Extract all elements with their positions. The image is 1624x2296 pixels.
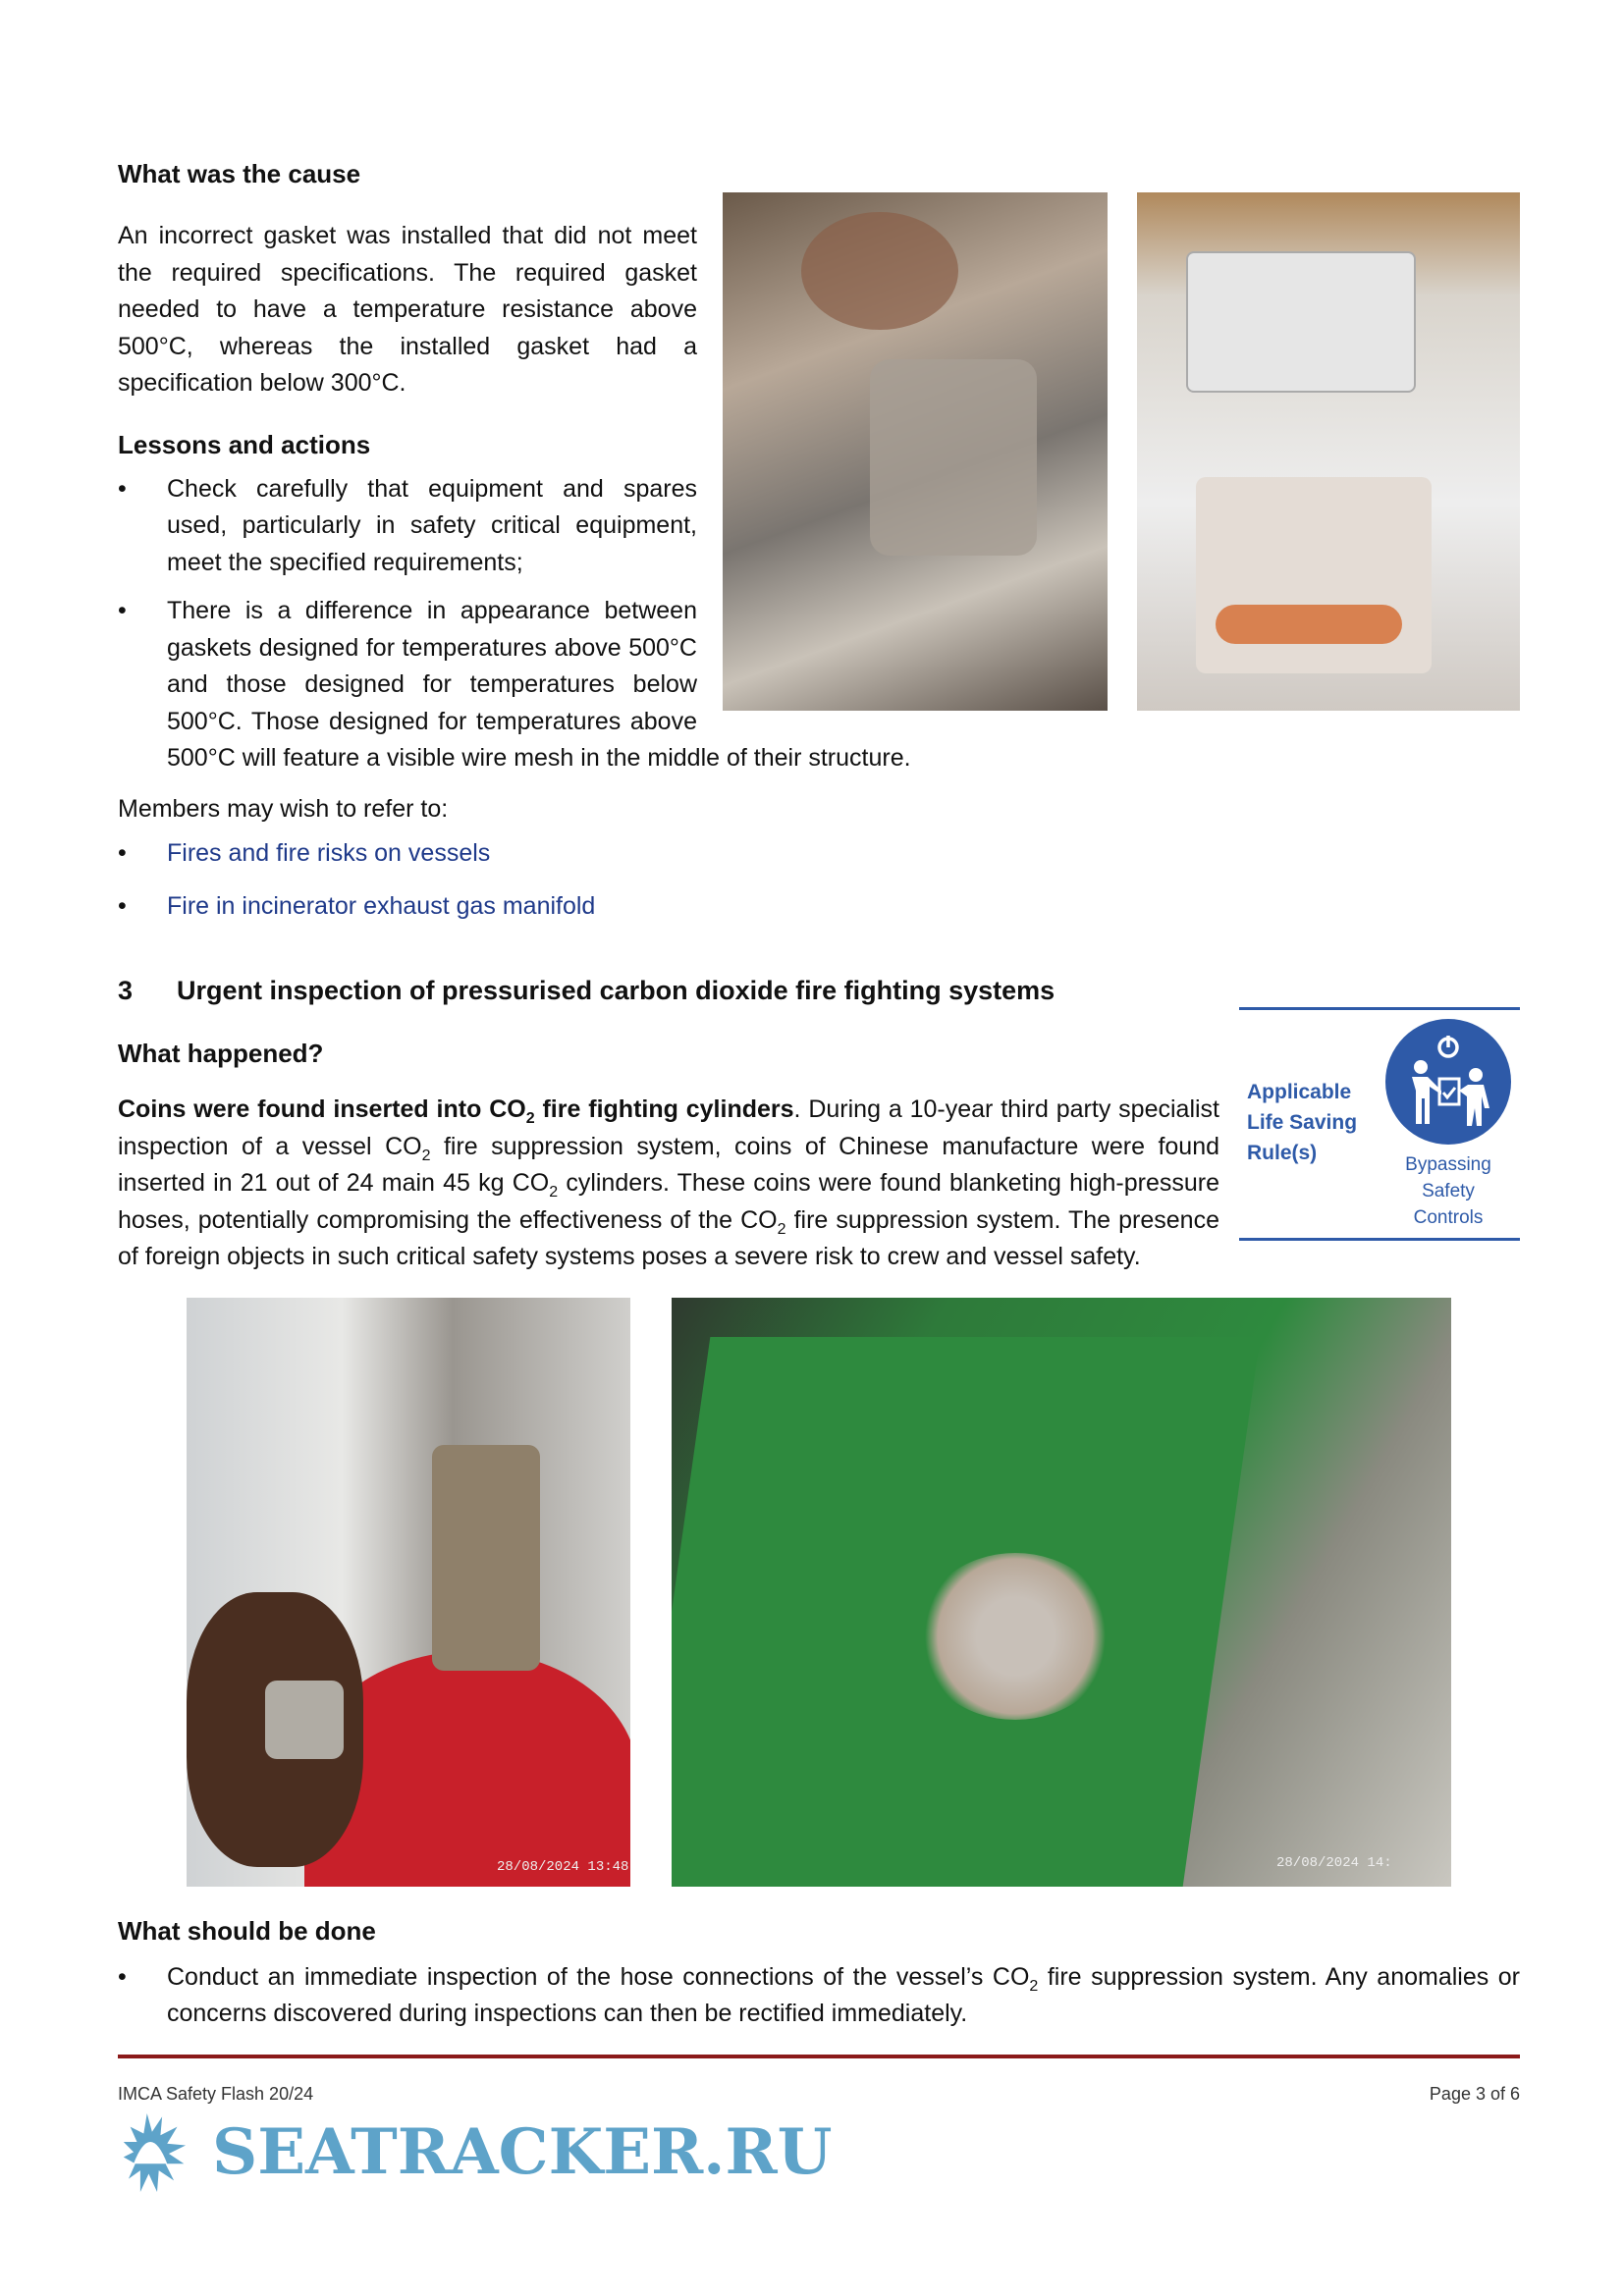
section-heading [118, 974, 1520, 1007]
seatracker-watermark [118, 2113, 1520, 2192]
what-happened-heading: What happened? [118, 1039, 324, 1068]
reference-item [118, 835, 1520, 873]
lessons-heading: Lessons and actions [118, 429, 371, 459]
what-should-be-done-heading: What should be done [118, 1915, 376, 1946]
happened-body: Coins were found inserted into $CO_2$ fire fighting cylinders. During a 10-year third party specialist inspection of a vessel $CO_2$ fire suppression system, coins of Chinese manufacture were found inserted in 21 out of 24 main 45 kg $CO_2$ cylinders. These coins were found blanketing high-pressure hoses, potentially compromising the effectiveness of the $CO_2$ fire suppression system. The presence of foreign objects in such critical safety systems poses a severe risk to crew and vessel safety. [118, 1095, 1220, 1270]
lesson-bullet-2 [118, 593, 1520, 777]
section-title: Urgent inspection of pressurised carbon dioxide fire fighting systems [177, 976, 1056, 1005]
life-saving-rule-box [1239, 1007, 1520, 1241]
valve-body [432, 1445, 540, 1671]
hand-shape [801, 212, 958, 330]
co2-cylinder-valve-photo [187, 1298, 630, 1887]
gasket-package [1186, 251, 1416, 393]
reference-item [118, 888, 1520, 926]
lsr-caption: Bypassing Safety Controls [1405, 1154, 1491, 1228]
lessons-list [118, 471, 1520, 777]
bullet-icon: • [118, 839, 127, 867]
refer-intro: Members may wish to refer to: [118, 794, 449, 823]
footer [118, 2082, 1520, 2106]
cause-body: An incorrect gasket was installed that did not meet the required specifications. The required gasket needed to have a temperature resistance above 500°C, whereas the installed gasket had a specification below 300°C. [118, 222, 697, 397]
coin-photos [187, 1298, 1520, 1887]
reference-links [118, 835, 1520, 925]
footer-left: IMCA Safety Flash 20/24 [118, 2083, 314, 2104]
link-fires-risks[interactable]: Fires and fire risks on vessels [167, 839, 491, 867]
bullet-icon: • [118, 597, 127, 624]
done-list [118, 1959, 1520, 2033]
lsr-label: Applicable Life Saving Rule(s) [1247, 1081, 1358, 1164]
bypassing-safety-controls-icon [1384, 1018, 1512, 1146]
bullet-icon: • [118, 1962, 127, 1991]
done-bullet: • Conduct an immediate inspection of the hose connections of the vessel’s $CO_2$ fire suppression system. Any anomalies or concerns discovered during inspections can then be rectified immediately. [118, 1959, 1520, 2033]
lesson-bullet-2a: There is a difference in appearance [167, 597, 590, 624]
footer-rule [118, 2055, 1520, 2058]
sunburst-logo-icon [118, 2113, 196, 2192]
bullet-icon: • [118, 474, 127, 503]
link-incinerator-fire[interactable]: Fire in incinerator exhaust gas manifold [167, 891, 596, 920]
bullet-icon: • [118, 891, 127, 920]
watermark-text: SEATRACKER.RU [212, 2114, 833, 2189]
coin-pile [917, 1553, 1113, 1720]
cause-heading: What was the cause [118, 159, 361, 188]
photo-timestamp: 28/08/2024 13:48 [497, 1858, 629, 1875]
hose-fitting [265, 1681, 344, 1759]
coins-on-deck-photo [672, 1298, 1451, 1887]
lesson-bullet-2b: between gaskets designed for temperatures above 500°C and those designed for temperatures below 500°C. Those designed for temperatures above 500°C will feature a visible wire mesh in the middle of their structure. [167, 597, 911, 772]
section-number: 3 [118, 976, 134, 1005]
photo-timestamp: 28/08/2024 14: [1276, 1854, 1392, 1871]
footer-page-number: Page 3 of 6 [1429, 2083, 1520, 2104]
lesson-bullet-1: • Check carefully that equipment and spares used, particularly in safety critical equipment, meet the specified requirements; [118, 471, 1520, 582]
